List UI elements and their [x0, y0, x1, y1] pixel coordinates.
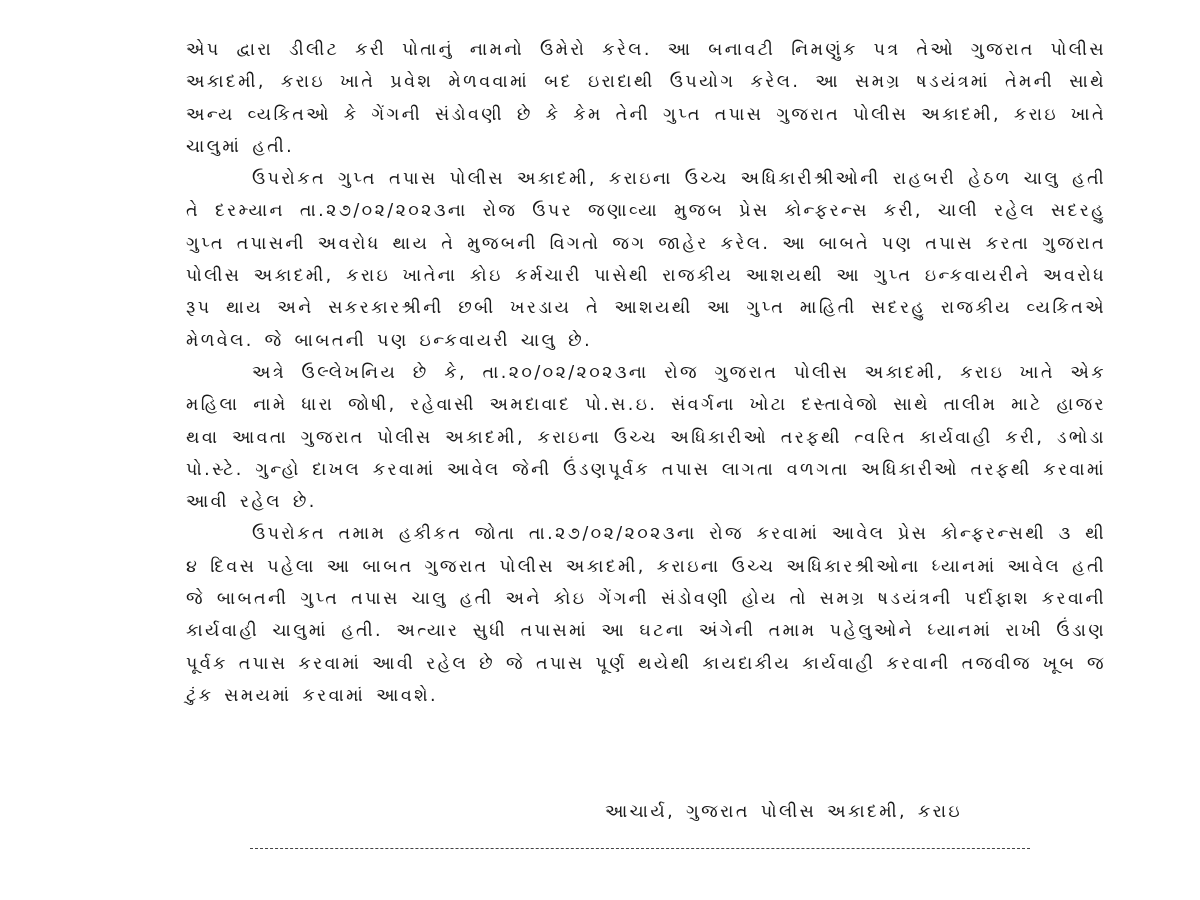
paragraph-secret-inquiry: ઉપરોકત ગુપ્ત તપાસ પોલીસ અકાદમી, કરાઇના ઉચ્ચ અધિકારીશ્રીઓની રાહબરી હેઠળ ચાલુ હતી તે દરમ્યાન તા.૨૭/૦૨/૨૦૨૩ના રોજ ઉપર જણાવ્યા મુજબ પ્રેસ કોન્ફરન્સ કરી, ચાલી રહેલ સદરહુ ગુપ્ત તપાસની અવરોધ થાય તે મુજબની વિગતો જગ જાહેર કરેલ. આ બાબતે પણ તપાસ કરતા ગુજરાત પોલીસ અકાદમી, કરાઇ ખાતેના કોઇ કર્મચારી પાસેથી રાજકીય આશયથી આ ગુપ્ત ઇન્કવાયરીને અવરોધ રૂપ થાય અને સકરકારશ્રીની છબી ખરડાય તે આશયથી આ ગુપ્ત માહિતી સદરહુ રાજકીય વ્યકિતએ મેળવેલ. જે બાબતની પણ ઇન્કવાયરી ચાલુ છે.	[186, 169, 1106, 351]
signature-line: આચાર્ય, ગુજરાત પોલીસ અકાદમી, કરાઇ	[605, 802, 963, 822]
document-body	[186, 34, 1106, 712]
paragraph-conclusion: ઉપરોકત તમામ હકીકત જોતા તા.૨૭/૦૨/૨૦૨૩ના રોજ કરવામાં આવેલ પ્રેસ કોન્ફરન્સથી ૩ થી ૪ દિવસ પહેલા આ બાબત ગુજરાત પોલીસ અકાદમી, કરાઇના ઉચ્ચ અધિકારશ્રીઓના ધ્યાનમાં આવેલ હતી જે બાબતની ગુપ્ત તપાસ ચાલુ હતી અને કોઇ ગેંગની સંડોવણી હોય તો સમગ્ર ષડયંત્રની પર્દાફાશ કરવાની કાર્યવાહી ચાલુમાં હતી. અત્યાર સુધી તપાસમાં આ ઘટના અંગેની તમામ પહેલુઓને ધ્યાનમાં રાખી ઉંડાણ પૂર્વક તપાસ કરવામાં આવી રહેલ છે જે તપાસ પૂર્ણ થયેથી કાયદાકીય કાર્યવાહી કરવાની તજવીજ ખૂબ જ ટુંક સમયમાં કરવામાં આવશે.	[186, 524, 1106, 706]
paragraph-incident-note: અત્રે ઉલ્લેખનિય છે કે, તા.૨૦/૦૨/૨૦૨૩ના રોજ ગુજરાત પોલીસ અકાદમી, કરાઇ ખાતે એક મહિલા નામે ધારા જોષી, રહેવાસી અમદાવાદ પો.સ.ઇ. સંવર્ગના ખોટા દસ્તાવેજો સાથે તાલીમ માટે હાજર થવા આવતા ગુજરાત પોલીસ અકાદમી, કરાઇના ઉચ્ચ અધિકારીઓ તરફથી ત્વરિત કાર્યવાહી કરી, ડભોડા પો.સ્ટે. ગુન્હો દાખલ કરવામાં આવેલ જેની ઉંડણપૂર્વક તપાસ લાગતા વળગતા અધિકારીઓ તરફથી કરવામાં આવી રહેલ છે.	[186, 362, 1106, 513]
dashed-separator	[250, 848, 1030, 849]
paragraph-continuation: એપ દ્વારા ડીલીટ કરી પોતાનું નામનો ઉમેરો કરેલ. આ બનાવટી નિમણુંક પત્ર તેઓ ગુજરાત પોલીસ અકાદમી, કરાઇ ખાતે પ્રવેશ મેળવવામાં બદ ઇરાદાથી ઉપયોગ કરેલ. આ સમગ્ર ષડયંત્રમાં તેમની સાથે અન્ય વ્યકિતઓ કે ગેંગની સંડોવણી છે કે કેમ તેની ગુપ્ત તપાસ ગુજરાત પોલીસ અકાદમી, કરાઇ ખાતે ચાલુમાં હતી.	[186, 40, 1106, 157]
